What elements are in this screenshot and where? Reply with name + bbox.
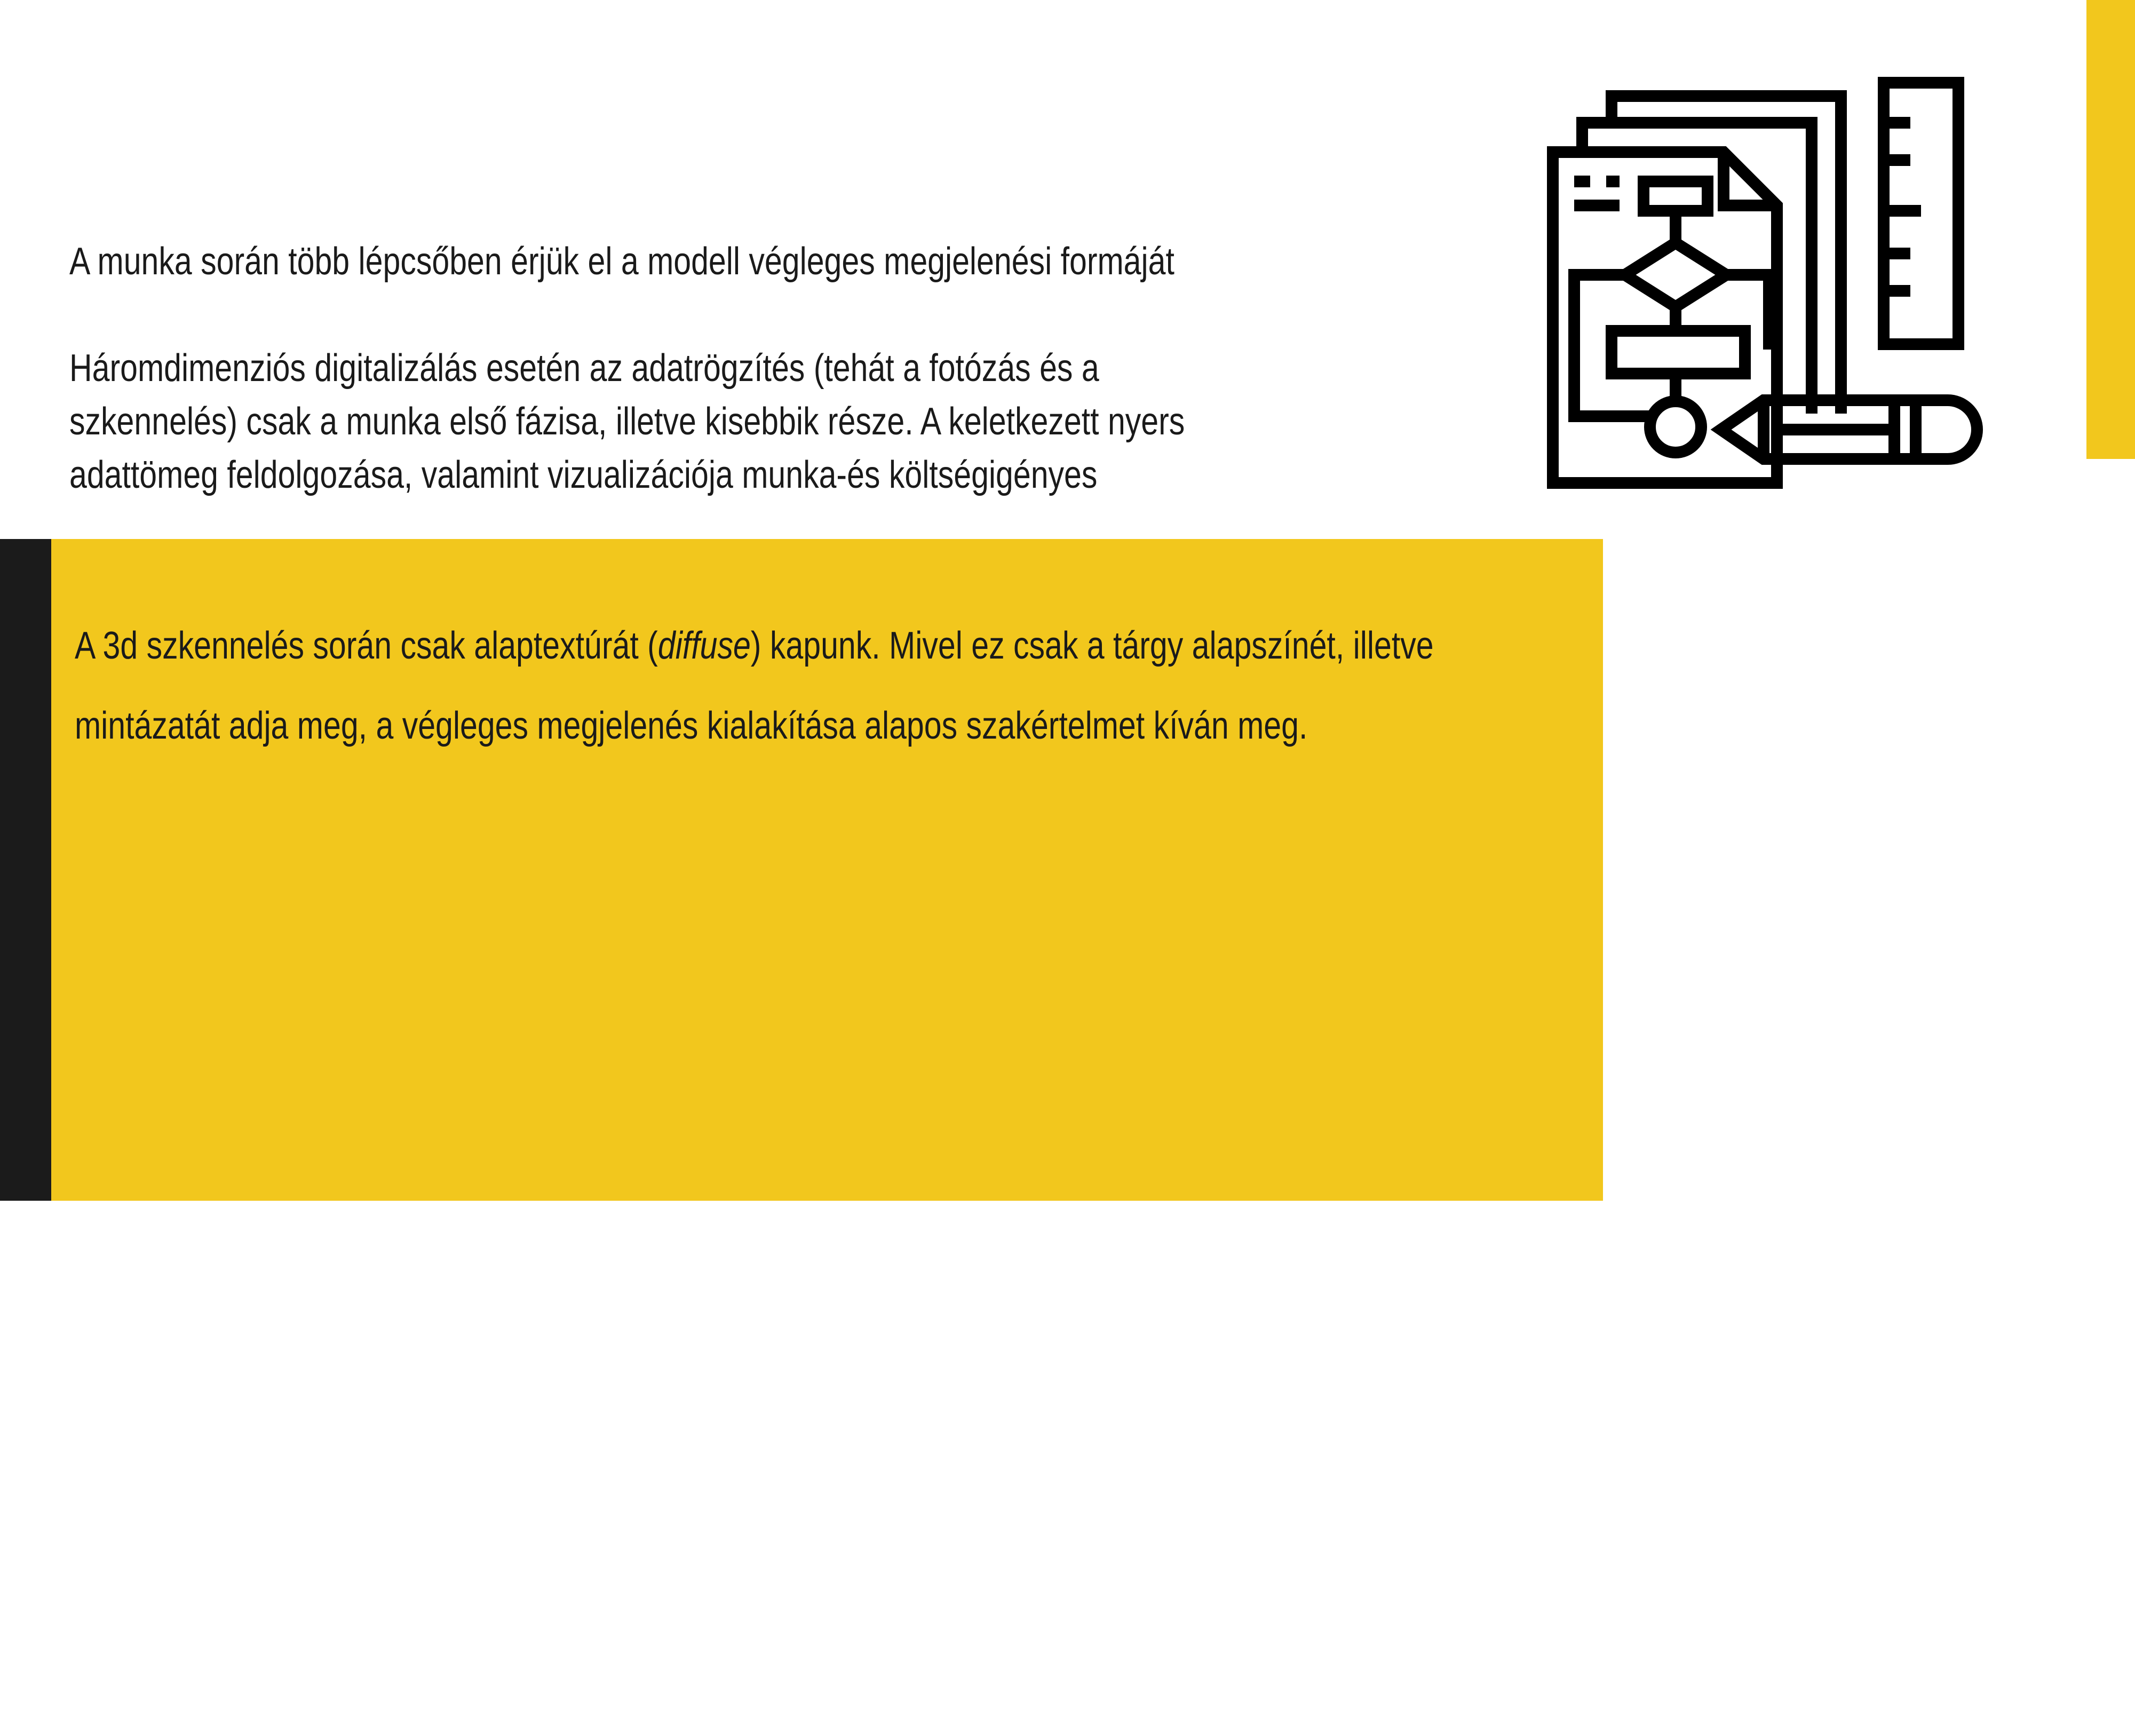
dark-side-strip	[0, 539, 51, 1736]
box-line-1-end: ) kapunk. Mivel ez csak a tárgy alapszínét, illetve	[750, 624, 1434, 667]
intro-line: A munka során több lépcsőben érjük el a modell végleges megjelenési formáját	[69, 240, 1174, 283]
flowchart-document-icon	[1542, 72, 1980, 499]
intro-text-block	[69, 235, 1295, 502]
box-line-2: mintázatát adja meg, a végleges megjelenés kialakítása alapos szakértelmet kíván meg.	[75, 704, 1308, 747]
box-line-1-emphasis: diffuse	[657, 624, 751, 667]
accent-bar-right	[2086, 0, 2135, 459]
brand-label: SLIDESMANIA.COM	[7, 1529, 31, 1736]
box-line-1-start: A 3d szkennelés során csak alaptextúrát (	[75, 624, 658, 667]
box-line-1	[75, 606, 1606, 686]
paragraph-line-2: szkennelés) csak a munka első fázisa, illetve kisebbik része. A keletkezett nyers	[69, 400, 1185, 443]
highlight-box-text	[75, 606, 1606, 766]
paragraph-line-1: Háromdimenziós digitalizálás esetén az adatrögzítés (tehát a fotózás és a	[69, 347, 1099, 390]
paragraph-line-3: adattömeg feldolgozása, valamint vizualizációja munka-és költségigényes	[69, 454, 1098, 496]
